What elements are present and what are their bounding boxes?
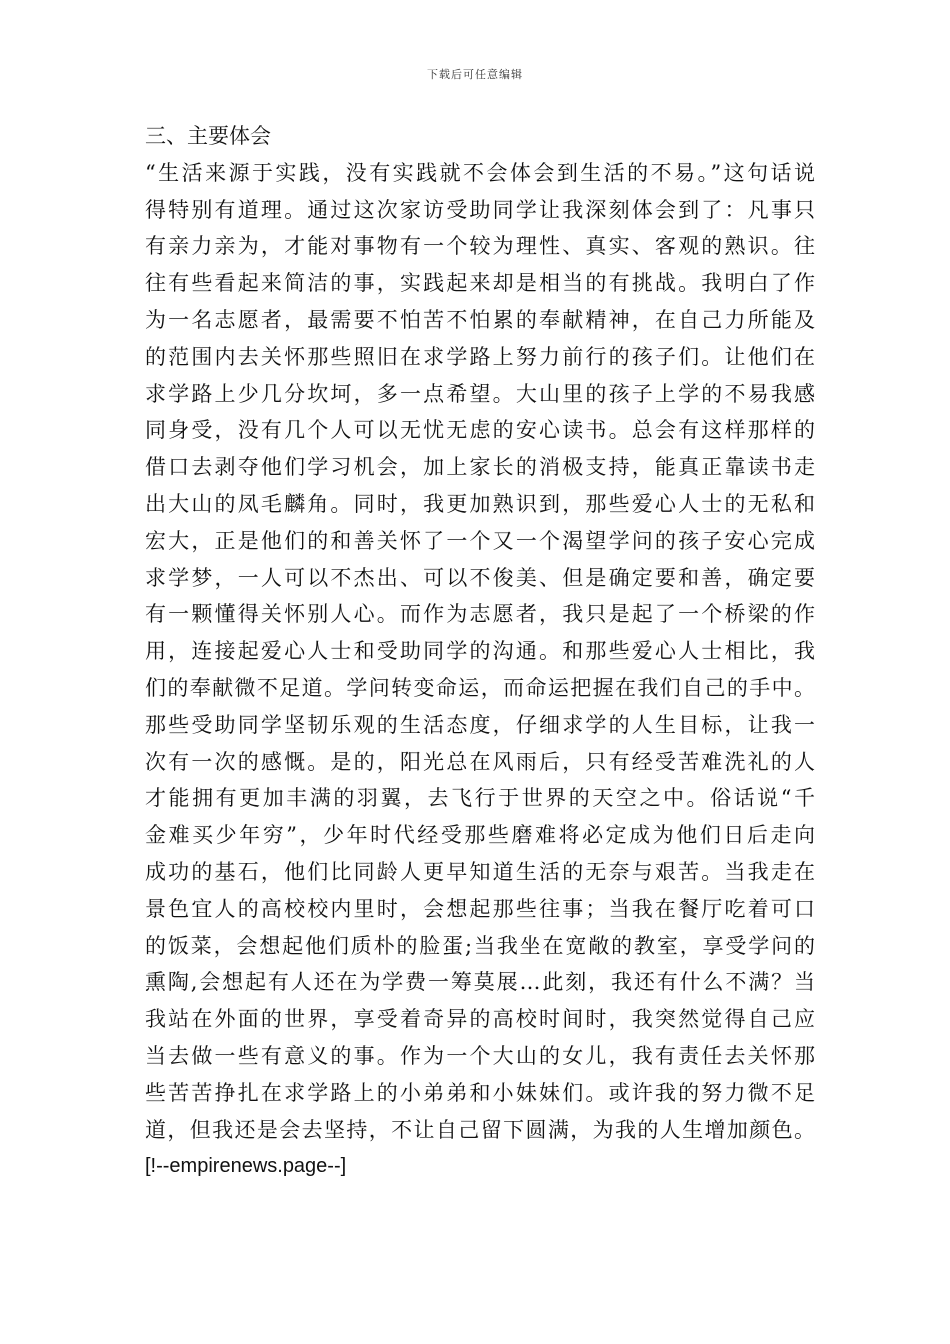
header-note: 下载后可任意编辑: [427, 68, 523, 81]
paragraph-line: 成功的基石，他们比同龄人更早知道生活的无奈与艰苦。当我走在: [145, 859, 815, 884]
paragraph-line: 的饭菜，会想起他们质朴的脸蛋;当我坐在宽敞的教室，享受学问的: [145, 933, 815, 958]
paragraph-line: 有一颗懂得关怀别人心。而作为志愿者，我只是起了一个桥梁的作: [145, 602, 815, 627]
paragraph-line: 金难买少年穷”，少年时代经受那些磨难将必定成为他们日后走向: [145, 823, 815, 848]
paragraph-line: 用，连接起爱心人士和受助同学的沟通。和那些爱心人士相比，我: [145, 639, 815, 664]
paragraph-line: 景色宜人的高校校内里时，会想起那些往事；当我在餐厅吃着可口: [145, 896, 815, 921]
paragraph-line: 同身受，没有几个人可以无忧无虑的安心读书。总会有这样那样的: [145, 418, 815, 443]
paragraph-line: 的范围内去关怀那些照旧在求学路上努力前行的孩子们。让他们在: [145, 344, 815, 369]
paragraph-line: 宏大，正是他们的和善关怀了一个又一个渴望学问的孩子安心完成: [145, 528, 815, 553]
paragraph-line: 往有些看起来简洁的事，实践起来却是相当的有挑战。我明白了作: [145, 271, 815, 296]
page-break-marker: [!--empirenews.page--]: [145, 1155, 347, 1178]
paragraph-line: 有亲力亲为，才能对事物有一个较为理性、真实、客观的熟识。往: [145, 234, 815, 259]
paragraph-line: 求学梦，一人可以不杰出、可以不俊美、但是确定要和善，确定要: [145, 565, 815, 590]
paragraph-line: 当去做一些有意义的事。作为一个大山的女儿，我有责任去关怀那: [145, 1043, 815, 1068]
paragraph-line: 我站在外面的世界，享受着奇异的高校时间时，我突然觉得自己应: [145, 1007, 815, 1032]
paragraph-line: 求学路上少几分坎坷，多一点希望。大山里的孩子上学的不易我感: [145, 381, 815, 406]
paragraph-line: 次有一次的感慨。是的，阳光总在风雨后，只有经受苦难洗礼的人: [145, 749, 815, 774]
paragraph-line: “生活来源于实践，没有实践就不会体会到生活的不易。”这句话说: [145, 160, 815, 185]
paragraph-line: 道，但我还是会去坚持，不让自己留下圆满，为我的人生增加颜色。: [145, 1117, 815, 1142]
paragraph-line: 才能拥有更加丰满的羽翼，去飞行于世界的天空之中。俗话说“千: [145, 786, 815, 811]
paragraph-line: 熏陶,会想起有人还在为学费一筹莫展…此刻，我还有什么不满？当: [145, 970, 815, 995]
paragraph-line: 得特别有道理。通过这次家访受助同学让我深刻体会到了：凡事只: [145, 197, 815, 222]
paragraph-line: 些苦苦挣扎在求学路上的小弟弟和小妹妹们。或许我的努力微不足: [145, 1080, 815, 1105]
paragraph-line: 借口去剥夺他们学习机会，加上家长的消极支持，能真正靠读书走: [145, 455, 815, 480]
paragraph-line: 为一名志愿者，最需要不怕苦不怕累的奉献精神，在自己力所能及: [145, 307, 815, 332]
section-title: 三、主要体会: [145, 124, 271, 148]
paragraph-line: 们的奉献微不足道。学问转变命运，而命运把握在我们自己的手中。: [145, 675, 815, 700]
paragraph-line: 出大山的凤毛麟角。同时，我更加熟识到，那些爱心人士的无私和: [145, 491, 815, 516]
article-body: [145, 118, 815, 1185]
paragraph-line: 那些受助同学坚韧乐观的生活态度，仔细求学的人生目标，让我一: [145, 712, 815, 737]
